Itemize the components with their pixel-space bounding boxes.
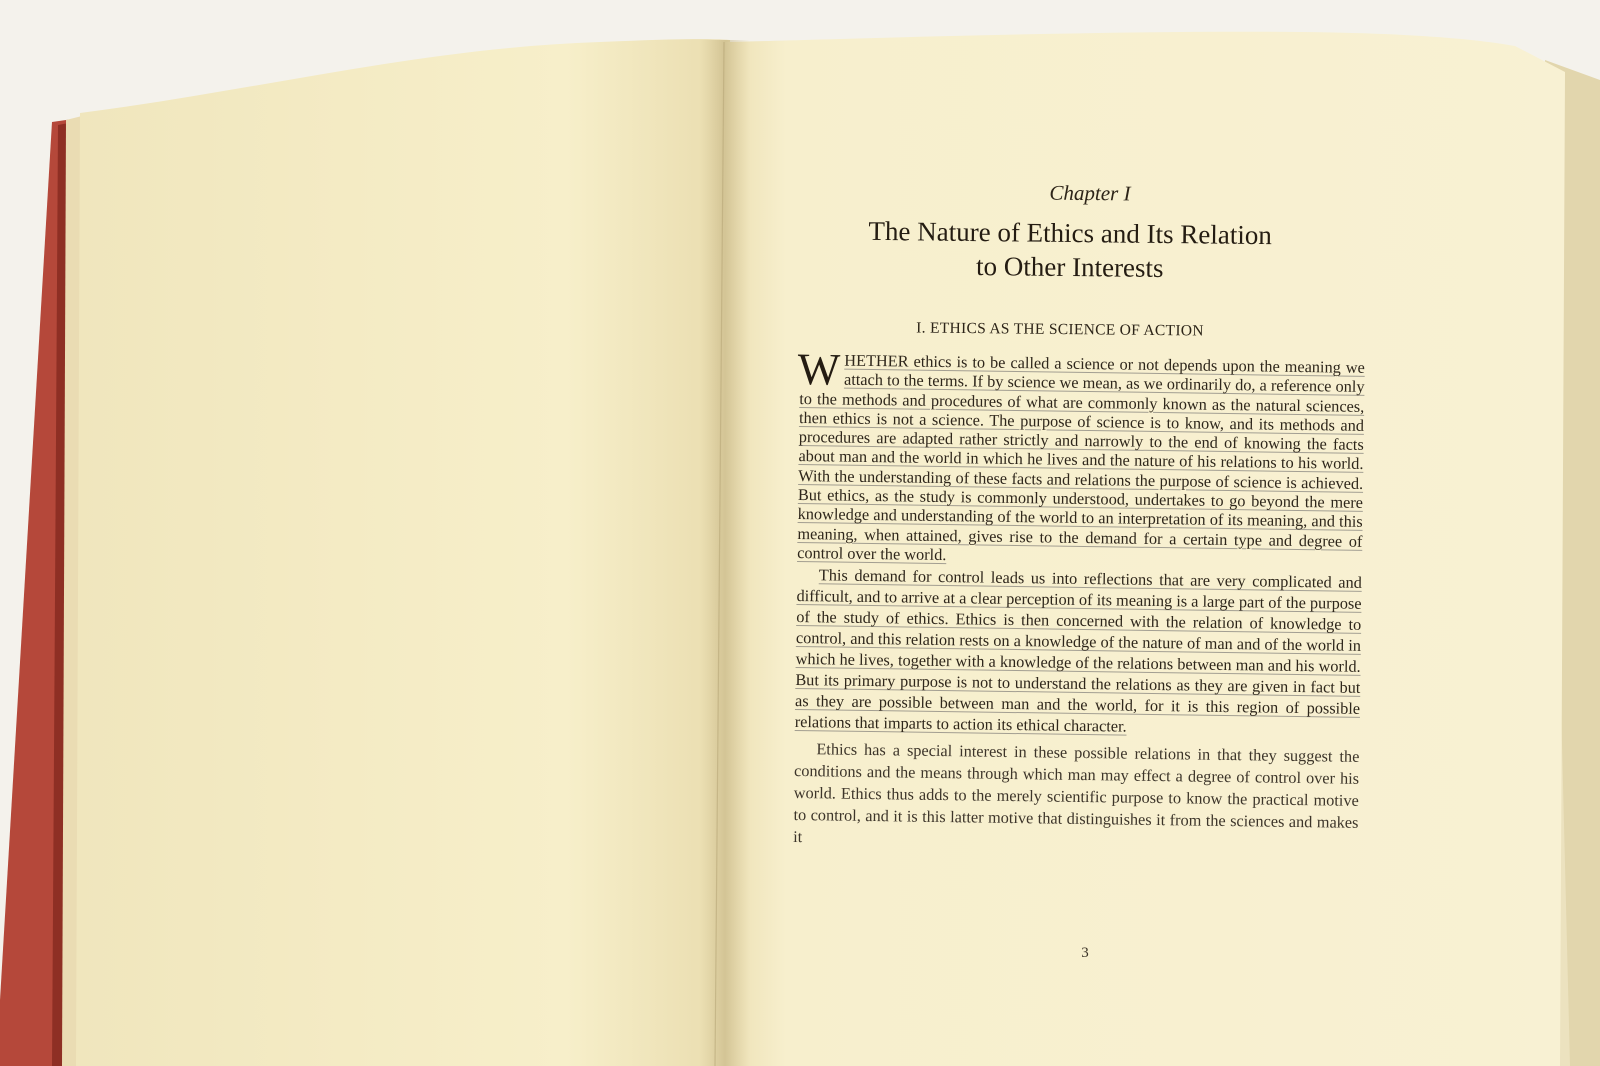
chapter-label: Chapter I [1049, 180, 1131, 206]
paragraph-3: Ethics has a special interest in these possible relations in that they suggest the conditions and the means through which man may effect a degree of control over his world. Ethics thus adds to the merely scientific purpose to know the practical motive to control, and it is this latter motive that distinguishes it from the sciences and makes it [793, 739, 1360, 847]
page-number: 3 [1081, 945, 1089, 961]
chapter-title-line-1: The Nature of Ethics and Its Relation [868, 215, 1273, 251]
left-page [76, 39, 730, 1066]
paragraph-2: This demand for control leads us into reflections that are very complicated and difficult, and to arrive at a clear perception of its meaning is a large part of the purpose of the study of ethics. Ethics is then concerned with the relation of knowledge to control, and this relation rests on a knowledge of the nature of man and of the world in which he lives, together with a knowledge of the relations between man and his world. But its primary purpose is not to understand the relations as they are given in fact but as they are possible between man and the world, for it is this region of possible relations that imparts to action its ethical character. [794, 565, 1362, 736]
right-page [718, 32, 1565, 1066]
chapter-title-line-2: to Other Interests [975, 251, 1164, 283]
section-heading: I. ETHICS AS THE SCIENCE OF ACTION [916, 319, 1204, 340]
book-gutter [700, 40, 750, 1066]
drop-cap: W [797, 343, 841, 395]
paragraph-1-text: HETHER ethics is to be called a science or not depends upon the meaning we attach to the terms. If by science we mean, as we ordinarily do, a reference only to the methods and procedures of what are commonly known as the natural sciences, then ethics is not a science. The purpose of science is to know, and its methods and procedures are adapted rather strictly and narrowly to the end of knowing the facts about man and the world in which he lives and the nature of his relations to his world. With the understanding of these facts and relations the purpose of science is achieved. But ethics, as the study is commonly understood, undertakes to go beyond the mere knowledge and understanding of the world to an interpretation of its meaning, and this meaning, when attained, gives rise to the demand for a certain type and degree of control over the world. [797, 350, 1365, 565]
